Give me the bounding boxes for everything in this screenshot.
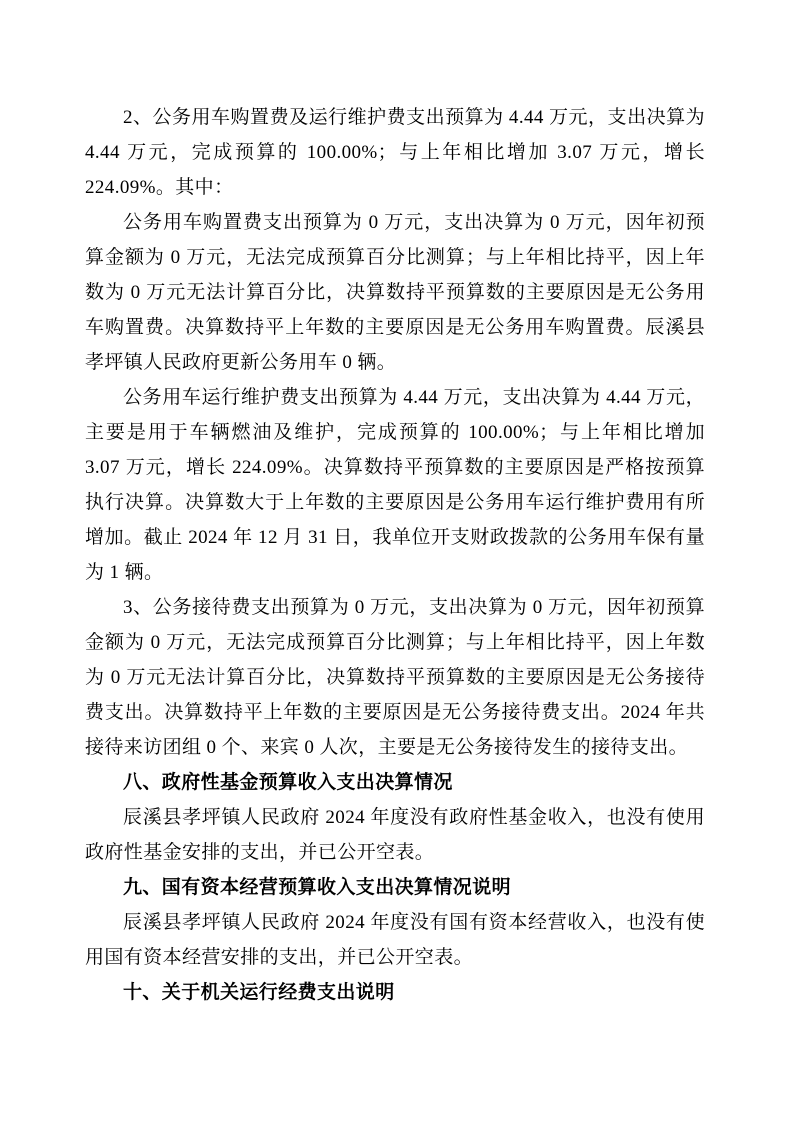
section-heading: 八、政府性基金预算收入支出决算情况 <box>123 772 453 793</box>
body-paragraph: 辰溪县孝坪镇人民政府 2024 年度没有政府性基金收入，也没有使用政府性基金安排的支出，并已公开空表。 <box>85 807 705 863</box>
body-paragraph: 公务用车购置费支出预算为 0 万元，支出决算为 0 万元，因年初预算金额为 0 万元，无法完成预算百分比测算；与上年相比持平，因上年数为 0 万元无法计算百分比，决算数持平预算数的主要原因是无公务用车购置费。决算数持平上年数的主要原因是无公务用车购置费。辰溪县孝坪镇人民政府更新公务用车 0 辆。 <box>85 212 705 373</box>
body-paragraph: 2、公务用车购置费及运行维护费支出预算为 4.44 万元，支出决算为 4.44 万元，完成预算的 100.00%；与上年相比增加 3.07 万元，增长 224.09%。其中： <box>85 107 705 198</box>
section-heading: 九、国有资本经营预算收入支出决算情况说明 <box>123 877 512 898</box>
document-body <box>85 100 705 1010</box>
body-paragraph: 辰溪县孝坪镇人民政府 2024 年度没有国有资本经营收入，也没有使用国有资本经营安排的支出，并已公开空表。 <box>85 912 705 968</box>
section-heading: 十、关于机关运行经费支出说明 <box>123 982 395 1003</box>
body-paragraph: 3、公务接待费支出预算为 0 万元，支出决算为 0 万元，因年初预算金额为 0 万元，无法完成预算百分比测算；与上年相比持平，因上年数为 0 万元无法计算百分比，决算数持平预算数的主要原因是无公务接待费支出。决算数持平上年数的主要原因是无公务接待费支出。2024 年共接待来访团组 0 个、来宾 0 人次，主要是无公务接待发生的接待支出。 <box>85 597 705 758</box>
body-paragraph: 公务用车运行维护费支出预算为 4.44 万元，支出决算为 4.44 万元，主要是用于车辆燃油及维护，完成预算的 100.00%；与上年相比增加 3.07 万元，增长 224.09%。决算数持平预算数的主要原因是严格按预算执行决算。决算数大于上年数的主要原因是公务用车运行维护费用有所增加。截止 2024 年 12 月 31 日，我单位开支财政拨款的公务用车保有量为 1 辆。 <box>85 387 705 583</box>
